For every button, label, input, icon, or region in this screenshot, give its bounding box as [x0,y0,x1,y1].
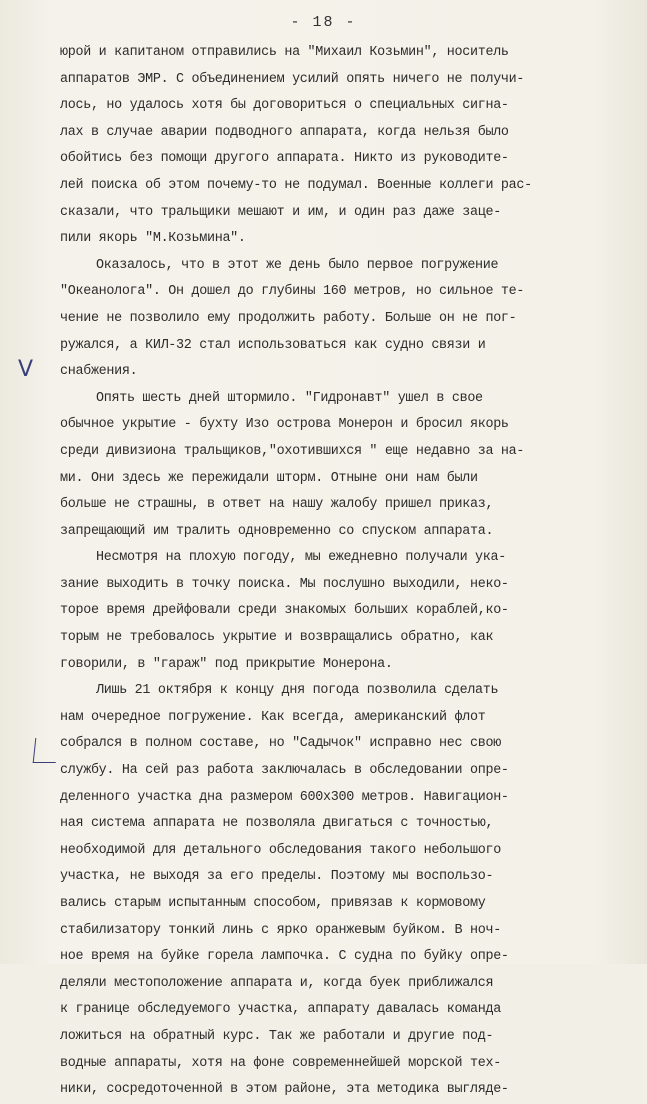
text-line: торым не требовалось укрытие и возвращались обратно, как [60,630,494,646]
text-line: лей поиска об этом почему-то не подумал. Военные коллеги рас- [60,177,532,193]
text-line: необходимой для детального обследования такого небольшого [60,842,501,858]
text-line: зание выходить в точку поиска. Мы послушно выходили, неко- [60,576,509,592]
text-line: ложиться на обратный курс. Так же работали и другие под- [60,1028,494,1044]
text-line: ми. Они здесь же пережидали шторм. Отныне они нам были [60,470,478,486]
text-line: собрался в полном составе, но "Садычок" исправно нес свою [60,736,501,752]
text-line: среди дивизиона тральщиков,"охотившихся " еще недавно за на- [60,443,525,459]
body-text [60,40,635,1104]
text-line: ное время на буйке горела лампочка. С судна по буйку опре- [60,949,509,965]
text-line: Опять шесть дней штормило. "Гидронавт" ушел в свое [96,390,483,406]
margin-check-mark: V [18,357,34,382]
text-line: ружался, а КИЛ-32 стал использоваться как судно связи и [60,337,486,353]
text-line: юрой и капитаном отправились на "Михаил Козьмин", носитель [60,45,509,60]
text-line: водные аппараты, хотя на фоне современнейшей морской тех- [60,1055,501,1071]
text-line: стабилизатору тонкий линь с ярко оранжевым буйком. В ноч- [60,922,501,938]
text-line: обойтись без помощи другого аппарата. Никто из руководите- [60,151,509,167]
text-line: говорили, в "гараж" под прикрытие Монерона. [60,656,393,672]
text-line: к границе обследуемого участка, аппарату давалась команда [60,1002,501,1018]
text-line: ники, сосредоточенной в этом районе, эта методика выгляде- [60,1082,509,1098]
text-line: деленного участка дна размером 600х300 метров. Навигацион- [60,789,509,805]
text-line: сказали, что тральщики мешают и им, и один раз даже зацe- [60,204,501,220]
text-line: нам очередное погружение. Как всегда, американский флот [60,709,486,725]
text-line: чение не позволило ему продолжить работу. Больше он не пог- [60,310,517,326]
page-number: - 18 - [290,14,357,31]
text-line: Несмотря на плохую погоду, мы ежедневно получали ука- [96,550,506,566]
text-line: Оказалось, что в этот же день было первое погружение [96,257,499,273]
text-line: снабжения. [60,364,138,380]
margin-bracket-mark [33,738,59,763]
text-line: запрещающий им тралить одновременно со спуском аппарата. [60,523,494,539]
text-line: обычное укрытие - бухту Изо острова Монерон и бросил якорь [60,417,509,433]
text-line: службу. На сей раз работа заключалась в обследовании опре- [60,763,509,779]
text-line: торое время дрейфовали среди знакомых больших кораблей,ко- [60,603,509,619]
text-line: Лишь 21 октября к концу дня погода позволила сделать [96,683,499,699]
text-line: вались старым испытанным способом, привязав к кормовому [60,896,486,911]
text-line: лах в случае аварии подводного аппарата, когда нельзя было [60,124,509,140]
text-line: аппаратов ЭМР. С объединением усилий опять ничего не получи- [60,71,525,87]
text-line: "Океанолога". Он дошел до глубины 160 метров, но сильное те- [60,284,525,300]
text-line: больше не страшны, в ответ на нашу жалобу пришел приказ, [60,497,494,513]
text-line: пили якорь "М.Козьмина". [60,231,246,247]
text-line: ная система аппарата не позволяла двигаться с точностью, [60,816,494,832]
text-line: лось, но удалось хотя бы договориться о специальных сигна- [60,98,509,114]
text-line: участка, не выходя за его пределы. Поэтому мы воспользо- [60,869,494,885]
text-line: деляли местоположение аппарата и, когда буек приближался [60,975,494,991]
